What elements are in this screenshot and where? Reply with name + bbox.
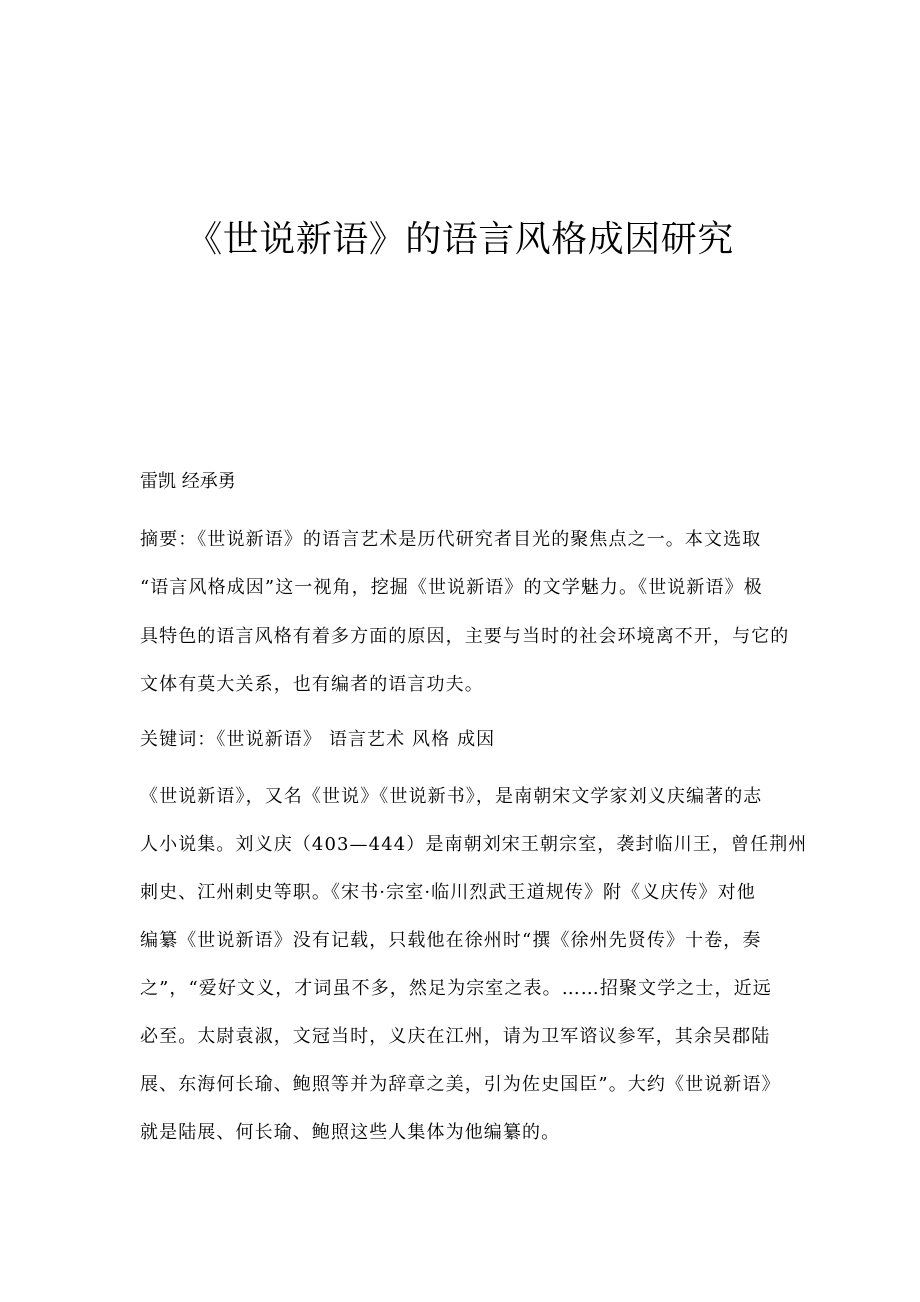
body-line: 之”，“爱好文义，才词虽不多，然足为宗室之表。……招聚文学之士，近远	[140, 978, 772, 999]
keywords-line: 关键词：《世说新语》 语言艺术 风格 成因	[140, 729, 496, 750]
body-line: 人小说集。刘义庆（403—444）是南朝刘宋王朝宗室，袭封临川王，曾任荆州	[140, 834, 808, 855]
abstract-line: 摘要：《世说新语》的语言艺术是历代研究者目光的聚焦点之一。本文选取	[140, 529, 762, 550]
body-line: 刺史、江州刺史等职。《宋书·宗室·临川烈武王道规传》附《义庆传》对他	[140, 882, 756, 903]
body-line: 就是陆展、何长瑜、鲍照这些人集体为他编纂的。	[140, 1122, 561, 1143]
body-line: 《世说新语》，又名《世说》《世说新书》，是南朝宋文学家刘义庆编著的志	[140, 786, 763, 807]
abstract-line: 文体有莫大关系，也有编者的语言功夫。	[140, 674, 484, 695]
body-line: 展、东海何长瑜、鲍照等并为辞章之美，引为佐史国臣”。大约《世说新语》	[140, 1074, 781, 1095]
body-line: 编纂《世说新语》没有记载，只载他在徐州时“撰《徐州先贤传》十卷，奏	[140, 930, 762, 951]
authors: 雷凯 经承勇	[140, 471, 236, 492]
abstract-line: 具特色的语言风格有着多方面的原因，主要与当时的社会环境离不开，与它的	[140, 626, 790, 647]
document-title: 《世说新语》的语言风格成因研究	[186, 219, 734, 260]
body-line: 必至。太尉袁淑，文冠当时，义庆在江州，请为卫军谘议参军，其余吴郡陆	[140, 1026, 771, 1047]
abstract-line: “语言风格成因”这一视角，挖掘《世说新语》的文学魅力。《世说新语》极	[140, 577, 763, 598]
